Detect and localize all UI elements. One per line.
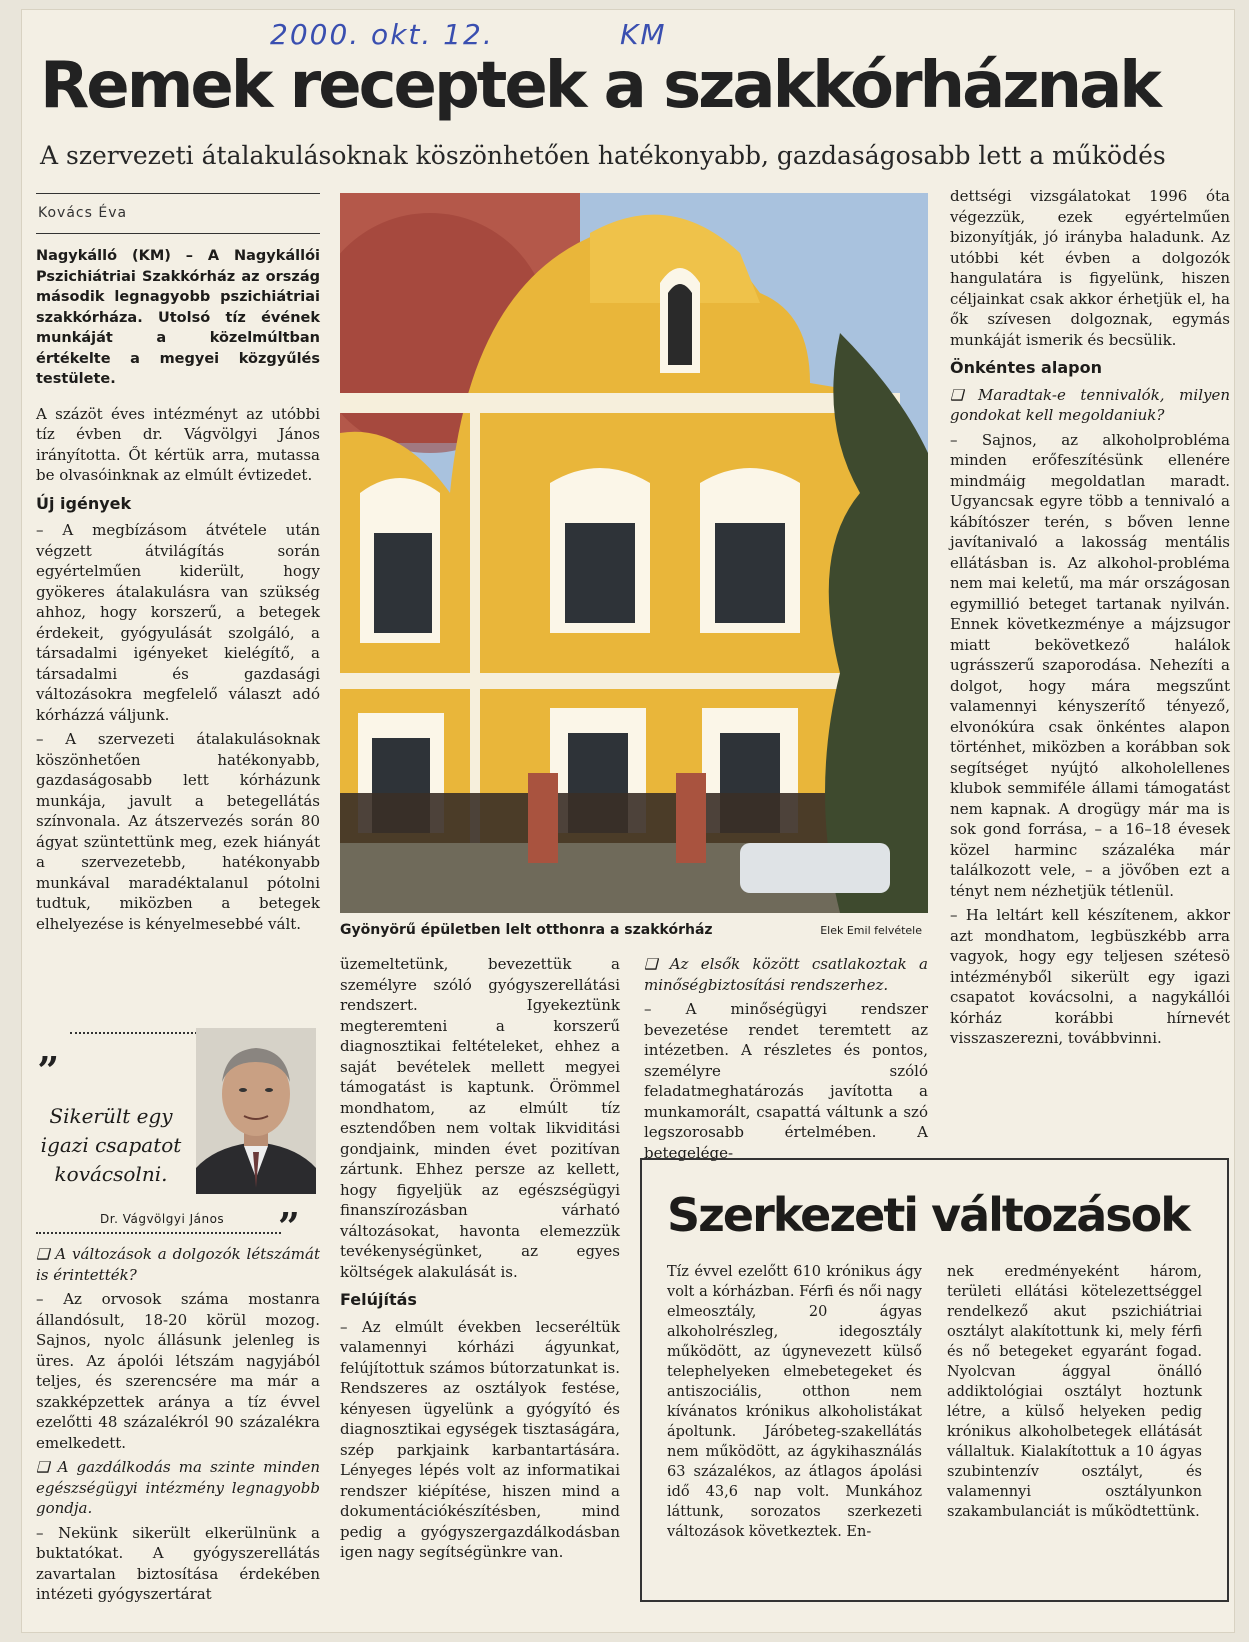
sidebar-left-text: Tíz évvel ezelőtt 610 krónikus ágy volt a kórházban. Férfi és női nagy elmeosztály, 20 ágyas alkoholrészleg, idegosztály működött, az úgynevezett külső telephelyeken elmebetegeket és antiszociális, otthon nem kívánatos krónikus alkoholistákat ápoltunk. Járóbeteg-szakellátás nem működött, az ágykihasználás 63 százalékos, az átlagos ápolási idő 43,6 nap volt. Munkához láttunk, sorozatos szerkezeti változások következtek. En- <box>667 1264 922 1540</box>
body-paragraph: – A minőségügyi rendszer bevezetése rendet teremtett az intézetben. A részletes és pontos, személyre szóló feladatmeghatározás javította a munkamorált, csapattá váltunk a szó legszorosabb értelmében. A betegelége- <box>644 1000 928 1162</box>
close-quote-mark: ” <box>278 1204 300 1249</box>
open-quote-mark: „ <box>38 1026 60 1071</box>
building-illustration <box>340 193 928 913</box>
subheading-onkentes-alapon: Önkéntes alapon <box>950 358 1102 377</box>
subheadline: A szervezeti átalakulásoknak köszönhetően hatékonyabb, gazdaságosabb lett a működés <box>40 141 1166 170</box>
column-3 <box>644 954 928 1167</box>
portrait-photo <box>196 1028 316 1194</box>
pullquote-attribution: Dr. Vágvölgyi János <box>100 1212 225 1226</box>
sidebar-right-text: nek eredményeként három, területi ellátási kötelezettséggel rendelkező akut pszichiátriai osztályt alakítottunk ki, mely férfi és nő betegeket egyaránt fogad. Nyolcvan ággyal önálló addiktológiai osztályt hoztunk létre, a külső helyeken pedig krónikus alkoholbetegek ellátását vállaltuk. Kialakítottuk a 10 ágyas szubintenzív osztályt, és valamennyi osztályunkon szakambulanciát is működtettünk. <box>947 1264 1202 1520</box>
lead-paragraph: Nagykálló (KM) – A Nagykállói Pszichiátriai Szakkórház az ország második legnagyobb pszichiátriai szakkórháza. Utolsó tíz évének munkáját a közelmúltban értékelte a megyei közgyűlés testülete. <box>36 248 320 387</box>
column-1-continued <box>36 1244 320 1609</box>
column-4 <box>950 186 1230 1053</box>
byline-rule-bottom <box>36 233 320 234</box>
body-paragraph: – Az elmúlt években lecseréltük valamennyi kórházi ágyunkat, felújítottuk számos bútorzatunkat is. Rendszeres az osztályok festése, kényesen ügyelünk a gyógyító és diagnosztikai egységek tisztaságára, szép parkjaink karbantartására. Lényeges lépés volt az informatikai rendszer kiépítése, hiszen mind a dokumentációkészítésben, mind pedig a gyógyszergazdálkodásban igen nagy segítségünkre van. <box>340 1317 620 1561</box>
body-paragraph: üzemeltetünk, bevezettük a személyre szóló gyógyszerellátási rendszert. Igyekeztünk megteremteni a korszerű diagnosztikai feltételeket, ehhez a saját bevételek mellett megyei támogatást is kaptunk. Örömmel mondhatom, az elmúlt tíz esztendőben nem voltak likviditási gondjaink, minden évet pozitívan zártunk. Ehhez persze az kellett, hogy figyeljük az egészségügyi finanszírozásban várható változásokat, havonta elemezzük tevékenységünket, az egyes költségek alakulását is. <box>340 955 620 1281</box>
handwritten-date: 2000. okt. 12. <box>270 18 494 51</box>
interview-question: ❑ A gazdálkodás ma szinte minden egészségügyi intézmény legnagyobb gondja. <box>36 1458 320 1517</box>
body-paragraph: – Nekünk sikerült elkerülnünk a buktatókat. A gyógyszerellátás zavartalan biztosítása érdekében intézeti gyógyszertárat <box>36 1523 320 1603</box>
sidebar-title: Szerkezeti változások <box>667 1188 1189 1242</box>
intro-paragraph: A százöt éves intézményt az utóbbi tíz évben dr. Vágvölgyi János irányította. Őt kértük arra, mutassa be olvasóinknak az elmúlt évtizedet. <box>36 404 320 484</box>
photo-credit: Elek Emil felvétele <box>820 924 922 937</box>
building-photo <box>340 193 928 913</box>
interview-question: ❑ A változások a dolgozók létszámát is érintették? <box>36 1245 320 1284</box>
body-paragraph: – Sajnos, az alkoholprobléma minden erőfeszítésünk ellenére mindmáig megoldatlan maradt. Ugyancsak egyre több a tennivaló a kábítószer terén, s bőven lenne javítanivaló a lakosság mentális ellátásban is. Az alkohol-probléma nem mai keletű, ma már országosan egymillió beteget tartanak nyilván. Ennek következménye a májzsugor miatt bekövetkező halálok ugrásszerű szaporodása. Nehezíti a dolgot, hogy mára megszűnt valamennyi kényszerítő tényező, elvonókúra csak önkéntes alapon történhet, miközben a korábban sok segítséget nyújtó alkoholellenes klubok semmiféle állami támogatást nem kapnak. A drogügy már ma is sok gond forrása, – a 16–18 évesek közel harminc százaléka már találkozott vele, – a jövőben ezt a tényt nem nézhetjük tétlenül. <box>950 430 1230 900</box>
body-paragraph: – A megbízásom átvétele után végzett átvilágítás során egyértelműen kiderült, hogy gyökeres átalakulásra van szükség ahhoz, hogy korszerű, a betegek érdekeit, gyógyulását szolgáló, a társadalmi igényeket kielégítő, a társadalmi és gazdasági változásokra megfelelő választ adó kórházzá váljunk. <box>36 521 320 724</box>
column-2 <box>340 954 620 1567</box>
caption-text: Gyönyörű épületben lelt otthonra a szakkórház <box>340 922 713 938</box>
body-paragraph: dettségi vizsgálatokat 1996 óta végezzük, ezek egyértelműen bizonyítják, jó irányba haladunk. Az utóbbi két évben a dolgozók hangulatára is figyelünk, hiszen céljainkat csak akkor érhetjük el, ha ők szívesen dolgoznak, egymás munkáját ismerik és becsülik. <box>950 187 1230 349</box>
headline: Remek receptek a szakkórháznak <box>40 49 1159 123</box>
body-paragraph: – Az orvosok száma mostanra állandósult, 18-20 körül mozog. Sajnos, nyolc állásunk jelenleg is üres. Az ápolói létszám nagyjából teljes, és szerencsére ma már a szakképzettek aránya a tíz évvel ezelőtti 48 százalékról 90 százalékra emelkedett. <box>36 1290 320 1452</box>
pullquote-rule-bottom <box>36 1232 281 1234</box>
sidebar-box <box>640 1158 1229 1602</box>
interview-question: ❑ Maradtak-e tennivalók, milyen gondokat kell megoldaniuk? <box>950 385 1230 424</box>
byline: Kovács Éva <box>38 205 128 221</box>
subheading-uj-igenyek: Új igények <box>36 493 132 513</box>
photo-caption <box>340 922 928 938</box>
byline-rule-top <box>36 193 320 194</box>
column-1 <box>36 246 320 938</box>
body-paragraph: – A szervezeti átalakulásoknak köszönhetően hatékonyabb, gazdaságosabb lett kórházunk munkája, javult a betegellátás színvonala. Az átszervezés során 80 ágyat szüntettünk meg, ezek hiányát a szervezetebb, hatékonyabb munkával maradéktalanul pótolni tudtuk, miközben a betegek elhelyezése is kényelmesebbé vált. <box>36 730 320 933</box>
subheading-felujitas: Felújítás <box>340 1290 417 1309</box>
interview-question: ❑ Az elsők között csatlakoztak a minőségbiztosítási rendszerhez. <box>644 955 928 994</box>
body-paragraph: – Ha leltárt kell készítenem, akkor azt mondhatom, legbüszkébb arra vagyok, hogy egy teljesen szétesö intézményből sikerült egy igazi csapatot kovácsolni, a nagykállói kórház korábbi hírnevét visszaszerezni, továbbvinni. <box>950 906 1230 1047</box>
handwritten-initials: KM <box>620 18 667 51</box>
pullquote-text: Sikerült egy igazi csapatot kovácsolni. <box>40 1104 182 1186</box>
pullquote <box>30 1022 320 1249</box>
